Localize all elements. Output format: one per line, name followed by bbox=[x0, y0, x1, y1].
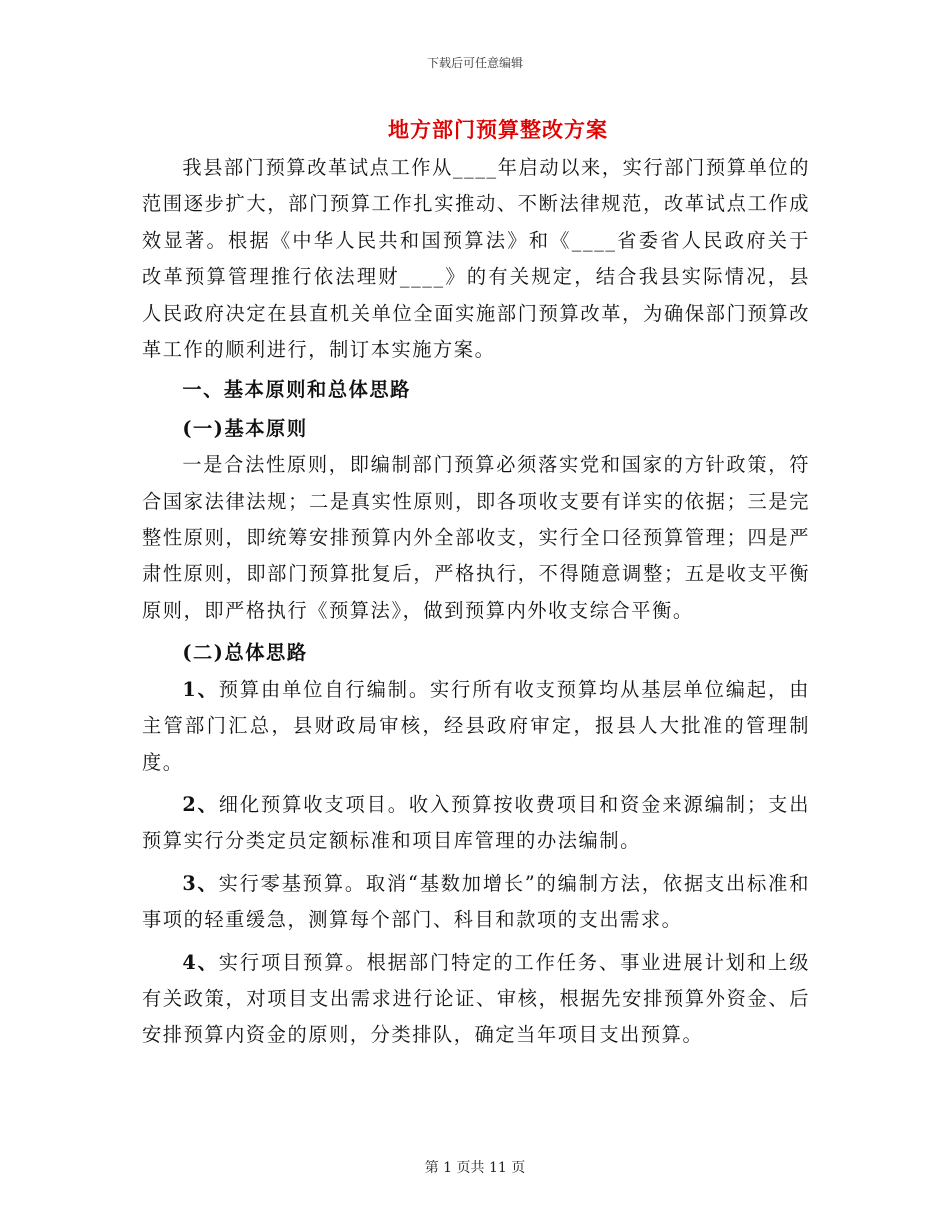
item-number: 2、 bbox=[182, 792, 219, 816]
subsection-heading-principles: (一)基本原则 bbox=[182, 416, 308, 440]
intro-paragraph: 我县部门预算改革试点工作从____年启动以来，实行部门预算单位的范围逐步扩大，部门预算工作扎实推动、不断法律规范，改革试点工作成效显著。根据《中华人民共和国预算法》和《____省委省人民政府关于改革预算管理推行依法理财____》的有关规定，结合我县实际情况，县人民政府决定在县直机关单位全面实施部门预算改革，为确保部门预算改革工作的顺利进行，制订本实施方案。 bbox=[142, 156, 810, 362]
section-heading: 一、基本原则和总体思路 bbox=[182, 378, 411, 402]
item-text: 细化预算收支项目。收入预算按收费项目和资金来源编制；支出预算实行分类定员定额标准和项目库管理的办法编制。 bbox=[142, 792, 810, 853]
item-text: 预算由单位自行编制。实行所有收支预算均从基层单位编起，由主管部门汇总，县财政局审核，经县政府审定，报县人大批准的管理制度。 bbox=[142, 677, 810, 774]
page-footer: 第 1 页共 11 页 bbox=[424, 1160, 526, 1176]
approach-item bbox=[142, 866, 810, 939]
approach-item bbox=[142, 945, 810, 1054]
approach-item bbox=[142, 672, 810, 781]
approach-item bbox=[142, 787, 810, 860]
item-number: 4、 bbox=[182, 950, 219, 974]
document-body bbox=[142, 150, 810, 1054]
page-header: 下载后可任意编辑 bbox=[426, 56, 523, 70]
subsection-heading-approach: (二)总体思路 bbox=[182, 641, 308, 665]
principles-paragraph: 一是合法性原则，即编制部门预算必须落实党和国家的方针政策，符合国家法律法规；二是真实性原则，即各项收支要有详实的依据；三是完整性原则，即统筹安排预算内外全部收支，实行全口径预算管理；四是严肃性原则，即部门预算批复后，严格执行，不得随意调整；五是收支平衡原则，即严格执行《预算法》，做到预算内外收支综合平衡。 bbox=[142, 453, 810, 622]
item-text: 实行零基预算。取消“基数加增长”的编制方法，依据支出标准和事项的轻重缓急，测算每个部门、科目和款项的支出需求。 bbox=[142, 871, 810, 932]
item-number: 1、 bbox=[182, 677, 219, 701]
item-text: 实行项目预算。根据部门特定的工作任务、事业进展计划和上级有关政策，对项目支出需求进行论证、审核，根据先安排预算外资金、后安排预算内资金的原则，分类排队，确定当年项目支出预算。 bbox=[142, 950, 810, 1047]
item-number: 3、 bbox=[182, 871, 219, 895]
document-title: 地方部门预算整改方案 bbox=[388, 117, 608, 142]
